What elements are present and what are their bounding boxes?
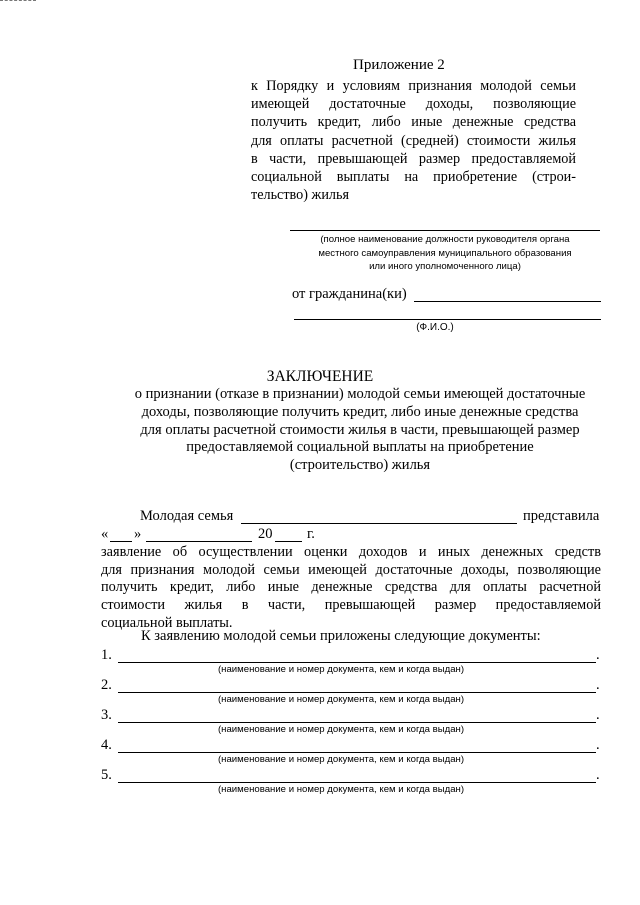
document-title: ЗАКЛЮЧЕНИЕ — [266, 368, 374, 385]
document-subtitle — [100, 386, 620, 475]
family-label: Молодая семья — [140, 508, 234, 524]
fio-caption: (Ф.И.О.) — [416, 322, 454, 333]
family-name-blank-line[interactable] — [241, 523, 517, 524]
item-number: 5. — [101, 767, 112, 783]
document-blank-line[interactable] — [118, 692, 596, 693]
appendix-line: социальной выплаты на приобретение (строи- — [251, 169, 576, 186]
document-blank-line[interactable] — [118, 752, 596, 753]
appendix-line: получить кредит, либо иные денежные средства — [251, 114, 576, 131]
citizen-name-blank-line-2[interactable] — [294, 319, 601, 320]
item-number: 2. — [101, 677, 112, 693]
date-year-suffix: г. — [307, 526, 315, 542]
paragraph-line: получить кредит, либо иные денежные средства для оплаты расчетной — [101, 579, 601, 596]
addressee-caption-line: (полное наименование должности руководителя органа — [320, 234, 570, 245]
document-blank-line[interactable] — [118, 662, 596, 663]
item-number: 4. — [101, 737, 112, 753]
paragraph-line: социальной выплаты. — [101, 614, 233, 631]
item-end-dot: . — [596, 767, 600, 783]
appendix-reference — [251, 77, 576, 204]
item-number: 1. — [101, 647, 112, 663]
from-citizen-label: от гражданина(ки) — [292, 286, 407, 302]
item-end-dot: . — [596, 647, 600, 663]
subtitle-line: доходы, позволяющие получить кредит, либо иные денежные средства — [141, 403, 579, 420]
appendix-line: к Порядку и условиям признания молодой семьи — [251, 78, 576, 94]
document-list-item — [101, 767, 601, 797]
document-caption: (наименование и номер документа, кем и когда выдан) — [217, 784, 465, 795]
subtitle-line: для оплаты расчетной стоимости жилья в части, превышающей размер — [140, 421, 580, 438]
subtitle-line: предоставляемой социальной выплаты на приобретение — [186, 439, 534, 456]
item-end-dot: . — [596, 677, 600, 693]
item-number: 3. — [101, 707, 112, 723]
date-open-quote: « — [101, 526, 109, 542]
document-list-item — [101, 737, 601, 767]
date-day-blank[interactable] — [110, 541, 132, 542]
addressee-blank-line[interactable] — [290, 230, 600, 231]
citizen-name-blank-line[interactable] — [414, 301, 601, 302]
paragraph-line: стоимости жилья в части, превышающей размер предоставляемой — [101, 597, 601, 614]
scan-corner-mark — [0, 0, 36, 3]
appendix-line: имеющей достаточные доходы, позволяющие — [251, 96, 576, 113]
subtitle-line: о признании (отказе в признании) молодой семьи имеющей достаточные — [134, 386, 586, 402]
addressee-caption — [285, 233, 605, 274]
date-close-quote: » — [134, 526, 142, 542]
date-month-blank[interactable] — [146, 541, 252, 542]
appendix-line: для оплаты расчетной (средней) стоимости жилья — [251, 132, 576, 149]
appendix-title: Приложение 2 — [353, 57, 445, 73]
paragraph-line: для признания молодой семьи имеющей достаточные доходы, позволяющие — [101, 561, 601, 578]
date-year-prefix: 20 — [258, 526, 273, 542]
appendix-line: в части, превышающей размер предоставляемой — [251, 150, 576, 167]
item-end-dot: . — [596, 707, 600, 723]
document-list-item — [101, 707, 601, 737]
document-list-item — [101, 677, 601, 707]
paragraph-line: заявление об осуществлении оценки доходов и иных денежных средств — [101, 544, 601, 560]
document-blank-line[interactable] — [118, 782, 596, 783]
document-blank-line[interactable] — [118, 722, 596, 723]
presented-label: представила — [523, 508, 600, 524]
document-caption: (наименование и номер документа, кем и когда выдан) — [217, 724, 465, 735]
document-caption: (наименование и номер документа, кем и когда выдан) — [217, 694, 465, 705]
addressee-caption-line: или иного уполномоченного лица) — [369, 261, 521, 272]
document-list-item — [101, 647, 601, 677]
statement-paragraph — [101, 544, 601, 633]
appendix-line: тельство) жилья — [251, 187, 349, 204]
date-year-blank[interactable] — [275, 541, 302, 542]
addressee-caption-line: местного самоуправления муниципального образования — [318, 247, 572, 259]
document-caption: (наименование и номер документа, кем и когда выдан) — [217, 754, 465, 765]
item-end-dot: . — [596, 737, 600, 753]
document-caption: (наименование и номер документа, кем и когда выдан) — [217, 664, 465, 675]
attachments-intro: К заявлению молодой семьи приложены следующие документы: — [141, 628, 541, 644]
subtitle-line: (строительство) жилья — [289, 457, 431, 474]
